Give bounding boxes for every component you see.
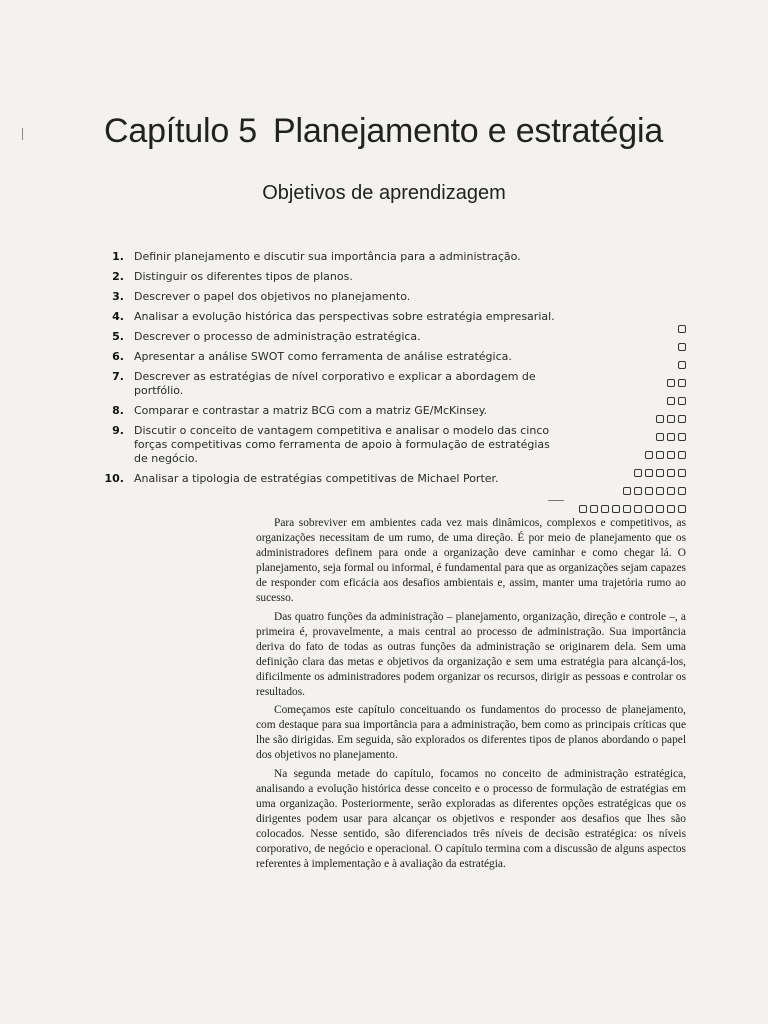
objective-number: 3.	[112, 290, 124, 303]
square-icon	[667, 415, 675, 423]
square-row	[526, 379, 686, 389]
square-row	[526, 487, 686, 497]
objective-text: Discutir o conceito de vantagem competitiva e analisar o modelo das cinco forças competitivas como ferramenta de apoio à formulação de estratégias de negócio.	[134, 424, 550, 465]
square-row	[526, 397, 686, 407]
square-icon	[667, 505, 675, 513]
objective-number: 8.	[112, 404, 124, 417]
square-icon	[678, 397, 686, 405]
square-icon	[612, 505, 620, 513]
square-icon	[667, 397, 675, 405]
margin-mark	[22, 128, 23, 140]
square-icon	[678, 325, 686, 333]
objective-item	[100, 330, 560, 344]
objective-item	[100, 404, 560, 418]
objective-number: 4.	[112, 310, 124, 323]
objective-item	[100, 350, 560, 364]
chapter-number: Capítulo 5	[104, 112, 257, 150]
objective-item	[100, 290, 560, 304]
objective-number: 2.	[112, 270, 124, 283]
objective-text: Analisar a tipologia de estratégias competitivas de Michael Porter.	[134, 472, 499, 485]
objective-number: 5.	[112, 330, 124, 343]
square-row	[526, 325, 686, 335]
square-icon	[678, 361, 686, 369]
square-icon	[656, 433, 664, 441]
square-icon	[656, 487, 664, 495]
square-icon	[590, 505, 598, 513]
objective-number: 9.	[112, 424, 124, 437]
paragraph: Das quatro funções da administração – planejamento, organização, direção e controle –, a primeira é, provavelmente, a mais central ao processo de administração. Sua importância deriva do fato de todas as outras funções da administração se originarem dela. Sem uma definição clara das metas e objetivos da organização e sem uma estratégia para alcançá-los, dificilmente os administradores podem organizar os recursos, dirigir as pessoas e controlar os resultados.	[256, 610, 686, 699]
objectives-list	[100, 250, 560, 492]
square-icon	[645, 487, 653, 495]
square-row	[526, 451, 686, 461]
square-icon	[634, 505, 642, 513]
objective-number: 10.	[104, 472, 124, 485]
paragraph: Começamos este capítulo conceituando os fundamentos do processo de planejamento, com destaque para sua importância para a administração, bem como as principais críticas que lhe são dirigidas. Em seguida, são explorados os diferentes tipos de planos abordando o papel dos objetivos no planejamento.	[256, 704, 686, 762]
objective-text: Apresentar a análise SWOT como ferramenta de análise estratégica.	[134, 350, 512, 363]
decorative-squares-pyramid	[526, 325, 686, 523]
square-row	[526, 361, 686, 371]
square-icon	[579, 505, 587, 513]
section-title: Objetivos de aprendizagem	[262, 182, 506, 204]
square-icon	[623, 505, 631, 513]
objective-text: Comparar e contrastar a matriz BCG com a matriz GE/McKinsey.	[134, 404, 488, 417]
square-row	[526, 469, 686, 479]
square-icon	[656, 451, 664, 459]
objective-text: Analisar a evolução histórica das perspectivas sobre estratégia empresarial.	[134, 310, 555, 323]
square-icon	[634, 487, 642, 495]
chapter-title: Planejamento e estratégia	[273, 112, 664, 150]
objective-text: Definir planejamento e discutir sua importância para a administração.	[134, 250, 521, 263]
objective-number: 6.	[112, 350, 124, 363]
paragraph: Para sobreviver em ambientes cada vez mais dinâmicos, complexos e competitivos, as organizações necessitam de um rumo, de uma direção. É por meio de planejamento que os administradores definem para onde a organização deve caminhar e como chegar lá. O planejamento, seja formal ou informal, é fundamental para que as organizações sejam capazes de responder com eficácia aos desafios ambientais e, assim, manter uma trajetória rumo ao sucesso.	[256, 517, 686, 605]
square-row	[526, 343, 686, 353]
square-icon	[678, 505, 686, 513]
objective-text: Descrever o papel dos objetivos no planejamento.	[134, 290, 411, 303]
square-icon	[601, 505, 609, 513]
objective-item	[100, 370, 560, 398]
square-icon	[678, 433, 686, 441]
objective-item	[100, 424, 560, 466]
chapter-heading	[104, 112, 663, 151]
square-icon	[667, 487, 675, 495]
objective-text: Descrever o processo de administração estratégica.	[134, 330, 421, 343]
square-icon	[667, 433, 675, 441]
chapter-intro-text	[256, 516, 686, 875]
objective-text: Distinguir os diferentes tipos de planos.	[134, 270, 353, 283]
square-icon	[667, 451, 675, 459]
square-icon	[678, 469, 686, 477]
square-icon	[623, 487, 631, 495]
square-icon	[667, 379, 675, 387]
square-icon	[656, 505, 664, 513]
objective-item	[100, 250, 560, 264]
objective-item	[100, 472, 560, 486]
square-icon	[634, 469, 642, 477]
objective-number: 7.	[112, 370, 124, 383]
square-icon	[645, 505, 653, 513]
divider-mark	[548, 500, 564, 501]
objective-item	[100, 310, 560, 324]
objective-text: Descrever as estratégias de nível corporativo e explicar a abordagem de portfólio.	[134, 370, 536, 397]
square-icon	[678, 379, 686, 387]
square-row	[526, 433, 686, 443]
square-icon	[656, 415, 664, 423]
square-icon	[678, 451, 686, 459]
paragraph: Na segunda metade do capítulo, focamos no conceito de administração estratégica, analisando a evolução histórica desse conceito e o processo de formulação de estratégias em uma organização. Posteriormente, serão exploradas as diferentes opções estratégicas que os dirigentes podem usar para alcançar os objetivos e responder aos desafios que lhes são colocados. Nesse sentido, são diferenciados três níveis de decisão estratégica: os níveis corporativo, de negócio e operacional. O capítulo termina com a discussão de alguns aspectos referentes à implementação e à avaliação da estratégia.	[256, 767, 686, 871]
square-icon	[678, 343, 686, 351]
square-row	[526, 415, 686, 425]
square-icon	[667, 469, 675, 477]
objective-number: 1.	[112, 250, 124, 263]
square-icon	[645, 469, 653, 477]
square-row	[526, 505, 686, 515]
square-icon	[678, 487, 686, 495]
square-icon	[656, 469, 664, 477]
square-icon	[678, 415, 686, 423]
square-icon	[645, 451, 653, 459]
objective-item	[100, 270, 560, 284]
